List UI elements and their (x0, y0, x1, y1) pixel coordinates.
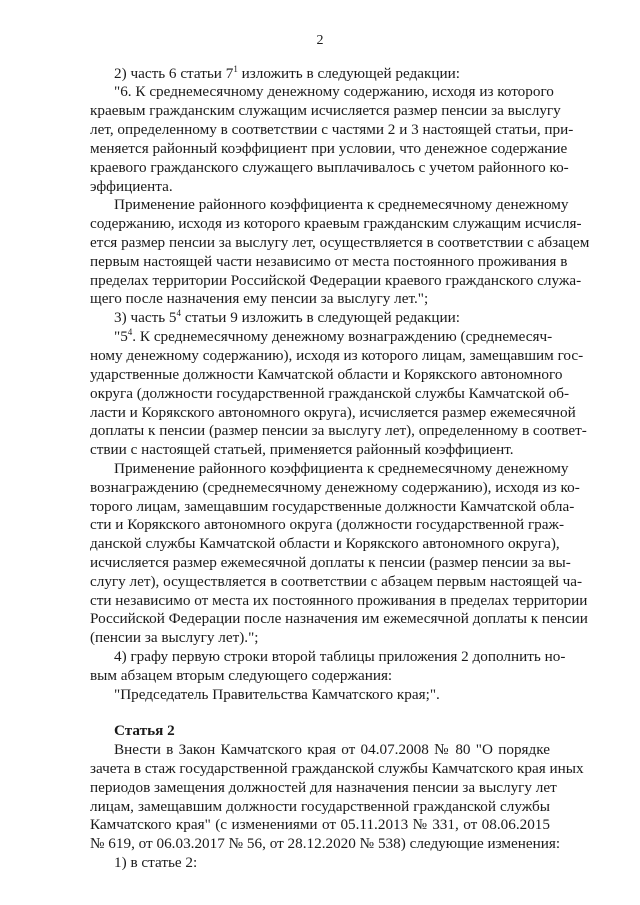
text-run: Камчатского края" (с изменениями от 05.11.2013 № 331, от 08.06.2015 (90, 816, 550, 833)
text-run: изложить в следующей редакции: (237, 65, 460, 82)
superscript: 4 (176, 308, 182, 318)
text-run: ласти и Корякского автономного округа), исчисляется размер ежемесячной (90, 404, 576, 421)
text-run: Российской Федерации после назначения им ежемесячной доплаты к пенсии (90, 610, 588, 627)
text-run: эффициента. (90, 178, 173, 195)
text-run: зачета в стаж государственной гражданской службы Камчатского края иных (90, 760, 584, 777)
text-line (90, 272, 582, 290)
text-run: щего после назначения ему пенсии за выслугу лет."; (90, 290, 429, 307)
text-line (90, 234, 590, 252)
text-run: лицам, замещавшим должности государственной гражданской службы (90, 798, 550, 815)
text-run: содержанию, исходя из которого краевым гражданским служащим исчисля- (90, 215, 582, 232)
text-line (114, 854, 550, 872)
text-run: доплаты к пенсии (размер пенсии за выслугу лет), определенному в соответ- (90, 422, 587, 439)
text-line (90, 404, 576, 422)
text-run: торого лицам, замещавшим государственные должности Камчатской обла- (90, 498, 575, 515)
text-run: данской службы Камчатской области и Корякского автономного округа), (90, 535, 560, 552)
text-line (114, 648, 566, 666)
text-line (90, 779, 557, 797)
text-line (90, 159, 569, 177)
text-run: исчисляется размер ежемесячной доплаты к пенсии (размер пенсии за вы- (90, 554, 571, 571)
text-line (90, 366, 563, 384)
text-run: Статья 2 (114, 722, 175, 739)
text-line (90, 835, 561, 853)
text-line (90, 178, 550, 196)
text-line (90, 573, 583, 591)
text-line (90, 610, 588, 628)
text-line (114, 327, 553, 346)
text-run: округа (должности государственной гражданской службы Камчатской об- (90, 385, 570, 402)
text-run: краевым гражданским служащим исчисляется размер пенсии за выслугу (90, 102, 561, 119)
text-run: ется размер пенсии за выслугу лет, осуществляется в соответствии с абзацем (90, 234, 590, 251)
text-line (114, 309, 550, 327)
text-line (90, 554, 571, 572)
text-run: 2) часть 6 статьи 7 (114, 65, 234, 82)
text-line (114, 65, 550, 83)
superscript: 1 (233, 64, 238, 74)
superscript: 4 (127, 327, 133, 337)
text-run: краевого гражданского служащего выплачивалось с учетом районного ко- (90, 159, 569, 176)
text-line (90, 253, 568, 271)
text-run: . К среднемесячному денежному вознаграждению (среднемесяч- (132, 328, 553, 345)
text-run: слугу лет), осуществляется в соответствии с абзацем первым настоящей ча- (90, 573, 583, 590)
text-line (90, 422, 587, 440)
text-run: (пенсии за выслугу лет)."; (90, 629, 259, 646)
text-run: первым настоящей части независимо от места постоянного проживания в (90, 253, 568, 270)
text-run: Внести в Закон Камчатского края от 04.07.2008 № 80 "О порядке (114, 741, 550, 758)
text-run: "5 (114, 328, 128, 345)
text-line (90, 479, 580, 497)
text-line (90, 121, 574, 139)
text-run: периодов замещения должностей для назначения пенсии за выслугу лет (90, 779, 557, 796)
text-run: ному денежному содержанию), исходя из которого лицам, замещавшим гос- (90, 347, 584, 364)
text-line (90, 290, 550, 308)
text-line (114, 741, 550, 759)
text-line (90, 667, 550, 685)
text-line (90, 102, 561, 120)
text-run: лет, определенному в соответствии с частями 2 и 3 настоящей статьи, при- (90, 121, 574, 138)
text-run: Применение районного коэффициента к среднемесячному денежному (114, 196, 569, 213)
text-line (114, 686, 550, 704)
text-run: 3) часть 5 (114, 309, 177, 326)
text-run: пределах территории Российской Федерации краевого гражданского служа- (90, 272, 582, 289)
text-line (90, 441, 550, 459)
text-run: № 619, от 06.03.2017 № 56, от 28.12.2020 № 538) следующие изменения: (90, 835, 561, 852)
text-run: 1) в статье 2: (114, 854, 198, 871)
text-line (90, 385, 570, 403)
text-run: Применение районного коэффициента к среднемесячному денежному (114, 460, 569, 477)
article-heading (114, 722, 550, 740)
text-run: меняется районный коэффициент при условии, что денежное содержание (90, 140, 568, 157)
text-line (90, 760, 584, 778)
text-line (90, 629, 550, 647)
text-line (90, 535, 560, 553)
text-run: ствии с настоящей статьей, применяется районный коэффициент. (90, 441, 514, 458)
text-run: статьи 9 изложить в следующей редакции: (181, 309, 460, 326)
text-line (90, 215, 582, 233)
text-line (90, 140, 568, 158)
text-line (90, 516, 565, 534)
text-line (114, 196, 569, 214)
text-line (114, 83, 554, 101)
text-line (90, 816, 550, 834)
text-line (90, 798, 550, 816)
text-line (90, 592, 588, 610)
text-line (114, 460, 569, 478)
text-run: "Председатель Правительства Камчатского края;". (114, 686, 440, 703)
text-run: ударственные должности Камчатской области и Корякского автономного (90, 366, 563, 383)
text-run: сти независимо от места их постоянного проживания в пределах территории (90, 592, 588, 609)
text-run: сти и Корякского автономного округа (должности государственной граж- (90, 516, 565, 533)
text-line (90, 347, 584, 365)
text-run: вым абзацем вторым следующего содержания: (90, 667, 393, 684)
text-run: 4) графу первую строки второй таблицы приложения 2 дополнить но- (114, 648, 566, 665)
page-number: 2 (316, 33, 324, 48)
text-line (90, 498, 575, 516)
text-run: вознаграждению (среднемесячному денежному содержанию), исходя из ко- (90, 479, 580, 496)
text-run: "6. К среднемесячному денежному содержанию, исходя из которого (114, 83, 554, 100)
